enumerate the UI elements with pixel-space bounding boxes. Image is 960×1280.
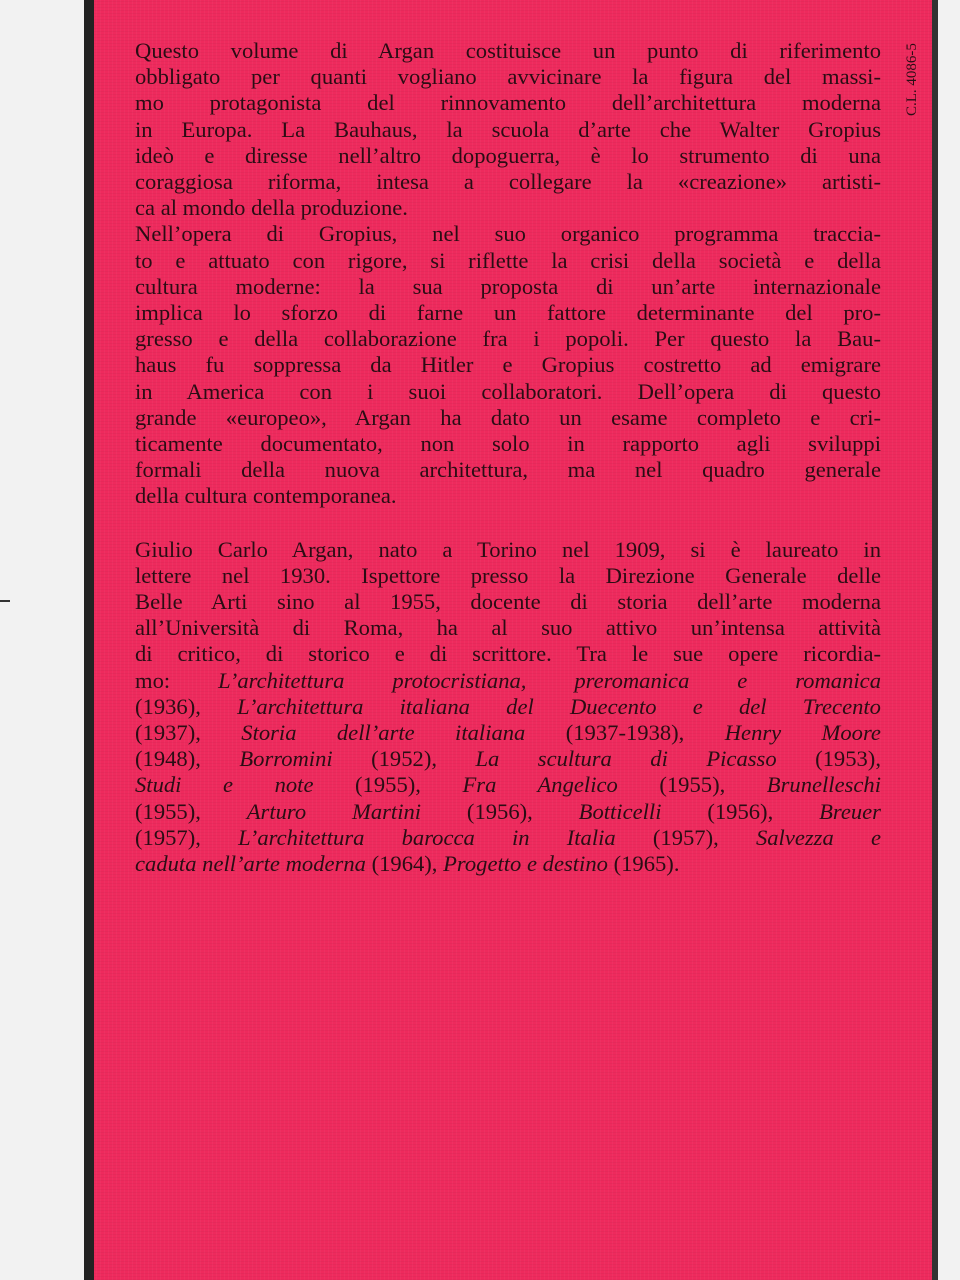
cover-left-edge — [84, 0, 94, 1280]
text-line: gresso e della collaborazione fra i popoli. Per questo la Bau- — [135, 326, 881, 352]
paragraph-intro — [135, 38, 881, 221]
text-line: lettere nel 1930. Ispettore presso la Direzione Generale delle — [135, 562, 881, 588]
work-year: (1964), — [365, 851, 444, 877]
work-year: (1955), — [135, 798, 247, 824]
works-list-line — [135, 851, 881, 877]
works-list-line — [135, 772, 881, 798]
text-line: di critico, di storico e di scrittore. Tra le sue opere ricordia- — [135, 641, 881, 667]
work-title: caduta nell’arte moderna — [135, 851, 366, 877]
work-title: Brunelleschi — [766, 772, 881, 798]
text-line: ca al mondo della produzione. — [135, 195, 408, 221]
work-title: L’architettura barocca in Italia — [238, 824, 616, 850]
text-line: grande «europeo», Argan ha dato un esame completo e cri- — [135, 404, 881, 430]
work-year: (1936), — [135, 693, 238, 719]
work-year: (1957), — [615, 824, 756, 850]
work-title: La scultura di Picasso — [475, 746, 777, 772]
text-line: Giulio Carlo Argan, nato a Torino nel 1909, si è laureato in — [135, 536, 881, 562]
work-title: L’architettura protocristiana, preromanica e romanica — [218, 667, 881, 693]
work-title: Salvezza e — [755, 824, 881, 850]
work-title: Henry Moore — [724, 720, 881, 746]
work-title: Progetto e destino — [443, 851, 608, 877]
works-list-line — [135, 668, 881, 694]
work-title: Borromini — [239, 746, 333, 772]
work-year: (1957), — [135, 824, 239, 850]
work-year: (1965). — [607, 851, 680, 877]
work-year: (1952), — [332, 746, 476, 772]
catalog-code: C.L. 4086-5 — [904, 43, 920, 116]
work-year: (1937), — [135, 720, 242, 746]
work-title: Storia dell’arte italiana — [241, 720, 526, 746]
work-year: (1953), — [776, 746, 881, 772]
text-line: Nell’opera di Gropius, nel suo organico programma tracciа- — [135, 221, 881, 247]
text-line: della cultura contemporanea. — [135, 483, 397, 509]
work-title: Breuer — [819, 798, 881, 824]
text-line: implica lo sforzo di farne un fattore determinante del pro- — [135, 300, 881, 326]
text-line: Questo volume di Argan costituisce un punto di riferimento — [135, 38, 881, 63]
text-line: obbligato per quanti vogliano avvicinare la figura del massi- — [135, 64, 881, 90]
blurb-text — [135, 38, 881, 877]
text-line: ticamente documentato, non solo in rapporto agli sviluppi — [135, 431, 881, 457]
text-line: in America con i suoi collaboratori. Dell’opera di questo — [135, 378, 881, 404]
text-line: all’Università di Roma, ha al suo attivo un’intensa attività — [135, 615, 881, 641]
work-year: (1956), — [421, 798, 579, 824]
text-line: cultura moderne: la sua proposta di un’arte internazionale — [135, 273, 881, 299]
text-line: ideò e diresse nell’altro dopoguerra, è lo strumento di una — [135, 142, 881, 168]
cover-right-edge — [932, 0, 938, 1280]
scan-edge-mark — [0, 600, 10, 602]
text-line: mo protagonista del rinnovamento dell’architettura moderna — [135, 90, 881, 116]
work-year: (1948), — [135, 746, 240, 772]
work-year: (1956), — [661, 798, 820, 824]
works-list-line — [135, 694, 881, 720]
work-year: (1955), — [313, 772, 463, 798]
text-line: coraggiosa riforma, intesa a collegare la «creazione» artisti- — [135, 169, 881, 195]
work-title: Studi e note — [135, 772, 314, 798]
works-list-line — [135, 720, 881, 746]
text-line: in Europa. La Bauhaus, la scuola d’arte che Walter Gropius — [135, 116, 881, 142]
text-line: Belle Arti sino al 1955, docente di storia dell’arte moderna — [135, 589, 881, 615]
work-title: L’architettura italiana del Duecento e del Trecento — [237, 693, 881, 719]
paragraph-gropius — [135, 221, 881, 509]
text-line: haus fu soppressa da Hitler e Gropius costretto ad emigrare — [135, 352, 881, 378]
work-year: (1955), — [617, 772, 767, 798]
work-title: Arturo Martini — [246, 798, 422, 824]
work-title: Botticelli — [578, 798, 662, 824]
paragraph-gap — [135, 510, 881, 537]
text-line: to e attuato con rigore, si riflette la crisi della società e della — [135, 247, 881, 273]
text-line: formali della nuova architettura, ma nel quadro generale — [135, 457, 881, 483]
works-list-line — [135, 825, 881, 851]
work-year: mo: — [135, 667, 219, 693]
paragraph-author-bio — [135, 537, 881, 878]
work-title: Fra Angelico — [462, 772, 618, 798]
works-list-line — [135, 746, 881, 772]
works-list-line — [135, 799, 881, 825]
work-year: (1937-1938), — [525, 720, 725, 746]
